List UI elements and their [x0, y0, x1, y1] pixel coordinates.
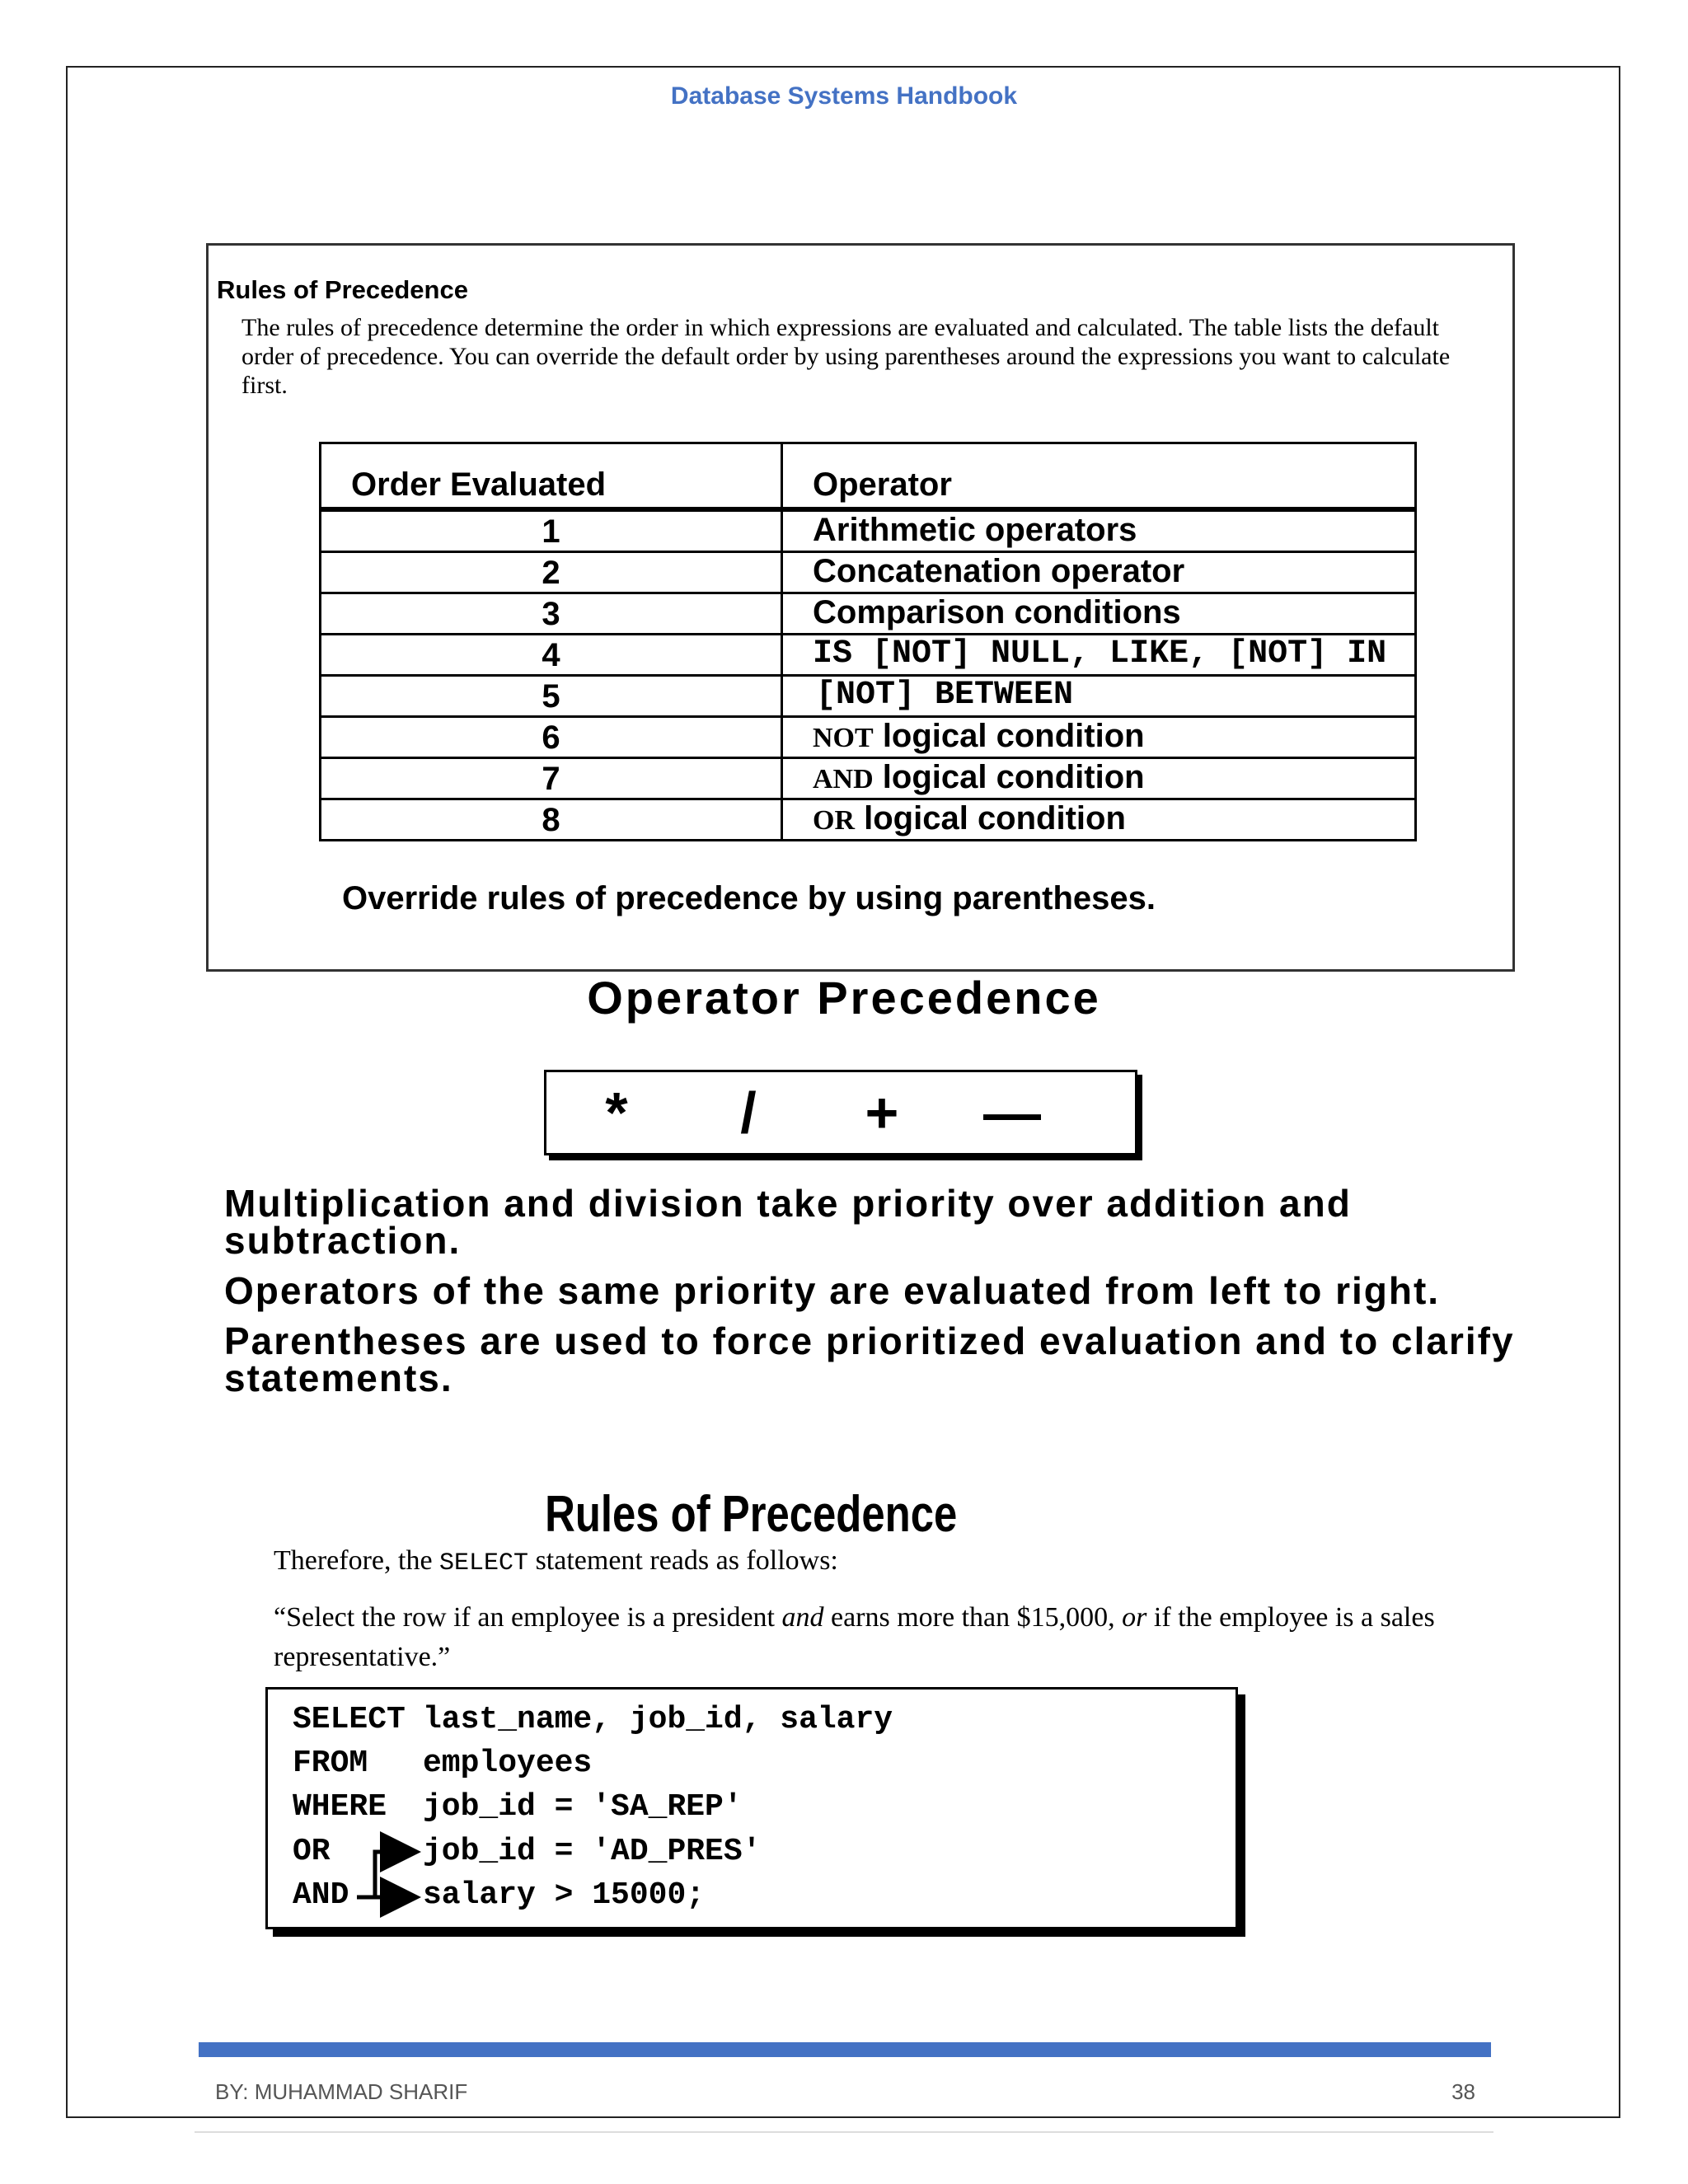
figure-title: Rules of Precedence	[217, 275, 468, 304]
table-row	[321, 716, 1416, 757]
column-header-operator: Operator	[782, 443, 1416, 509]
table-header-row	[321, 443, 1416, 509]
code-keyword: SELECT	[293, 1702, 406, 1737]
operator-cell: [NOT] BETWEEN	[782, 675, 1416, 716]
precedence-point: Multiplication and division take priority over addition and subtraction.	[224, 1182, 1352, 1262]
operator-precedence-points	[224, 1182, 1559, 1410]
order-cell: 7	[321, 757, 782, 799]
operator-cell	[782, 757, 1416, 799]
operator-keyword: NOT	[813, 722, 874, 753]
sql-figure-text	[274, 1541, 1444, 1692]
intro-text-end: statement reads as follows:	[528, 1545, 838, 1576]
operator-text: logical condition	[882, 717, 1145, 754]
sql-figure-title: Rules of Precedence	[545, 1486, 958, 1543]
table-row	[321, 675, 1416, 716]
code-rest: job_id = 'AD_PRES'	[423, 1834, 762, 1869]
order-cell: 5	[321, 675, 782, 716]
code-keyword: WHERE	[293, 1789, 387, 1825]
divide-symbol: /	[740, 1080, 757, 1145]
intro-text: Therefore, the	[274, 1545, 440, 1576]
operator-cell: Comparison conditions	[782, 593, 1416, 634]
footer-bar	[199, 2042, 1491, 2057]
footer-rule	[195, 2131, 1493, 2133]
order-cell: 1	[321, 509, 782, 552]
arrow-or	[357, 1852, 413, 1897]
table-row	[321, 509, 1416, 552]
code-keyword: FROM	[293, 1746, 368, 1781]
code-rest: job_id = 'SA_REP'	[423, 1789, 743, 1825]
override-note: Override rules of precedence by using parentheses.	[342, 880, 1156, 916]
operator-precedence-title: Operator Precedence	[587, 972, 1101, 1024]
quote-or: or	[1122, 1602, 1147, 1633]
table-row	[321, 593, 1416, 634]
table-row	[321, 551, 1416, 593]
code-rest: employees	[423, 1746, 593, 1781]
code-keyword: AND	[293, 1877, 349, 1913]
quote-part: “Select the row if an employee is a president	[274, 1602, 782, 1633]
rules-of-precedence-figure	[206, 243, 1515, 972]
intro-code: SELECT	[439, 1549, 529, 1577]
code-keyword: OR	[293, 1834, 331, 1869]
precedence-table	[319, 442, 1417, 841]
header-title: Database Systems Handbook	[670, 82, 1018, 110]
precedence-arrows	[268, 1690, 433, 1932]
operator-cell	[782, 716, 1416, 757]
operator-keyword: OR	[813, 804, 855, 836]
sql-intro	[274, 1541, 1444, 1583]
operator-text: logical condition	[864, 799, 1126, 837]
operator-text: logical condition	[882, 758, 1145, 795]
sql-quote	[274, 1598, 1444, 1677]
table-row	[321, 799, 1416, 840]
operator-cell: Concatenation operator	[782, 551, 1416, 593]
quote-and: and	[781, 1602, 824, 1633]
figure-description: The rules of precedence determine the order in which expressions are evaluated and calculated. The table lists the default order of precedence. You can override the default order by using parentheses around the expressions you want to calculate first.	[241, 314, 1451, 399]
order-cell: 4	[321, 634, 782, 675]
table-row	[321, 634, 1416, 675]
table-row	[321, 757, 1416, 799]
order-cell: 2	[321, 551, 782, 593]
operator-cell: IS [NOT] NULL, LIKE, [NOT] IN	[782, 634, 1416, 675]
operator-cell: Arithmetic operators	[782, 509, 1416, 552]
precedence-point: Parentheses are used to force prioritized evaluation and to clarify statements.	[224, 1319, 1515, 1399]
quote-part: if the employee is a sales representative.”	[274, 1602, 1435, 1672]
operator-keyword: AND	[813, 763, 874, 794]
sql-code-box	[265, 1687, 1238, 1929]
order-cell: 8	[321, 799, 782, 840]
plus-symbol: +	[865, 1080, 899, 1145]
operator-symbols-box	[544, 1070, 1137, 1155]
code-rest: salary > 15000;	[423, 1877, 706, 1913]
code-rest: last_name, job_id, salary	[423, 1702, 893, 1737]
quote-part: earns more than $15,000,	[823, 1602, 1123, 1633]
page-number: 38	[1451, 2079, 1475, 2104]
multiply-symbol: *	[605, 1080, 628, 1145]
order-cell: 3	[321, 593, 782, 634]
column-header-order: Order Evaluated	[321, 443, 782, 509]
minus-symbol: —	[983, 1080, 1041, 1145]
precedence-point: Operators of the same priority are evaluated from left to right.	[224, 1269, 1441, 1312]
order-cell: 6	[321, 716, 782, 757]
operator-cell	[782, 799, 1416, 840]
footer-author: BY: MUHAMMAD SHARIF	[215, 2079, 468, 2104]
